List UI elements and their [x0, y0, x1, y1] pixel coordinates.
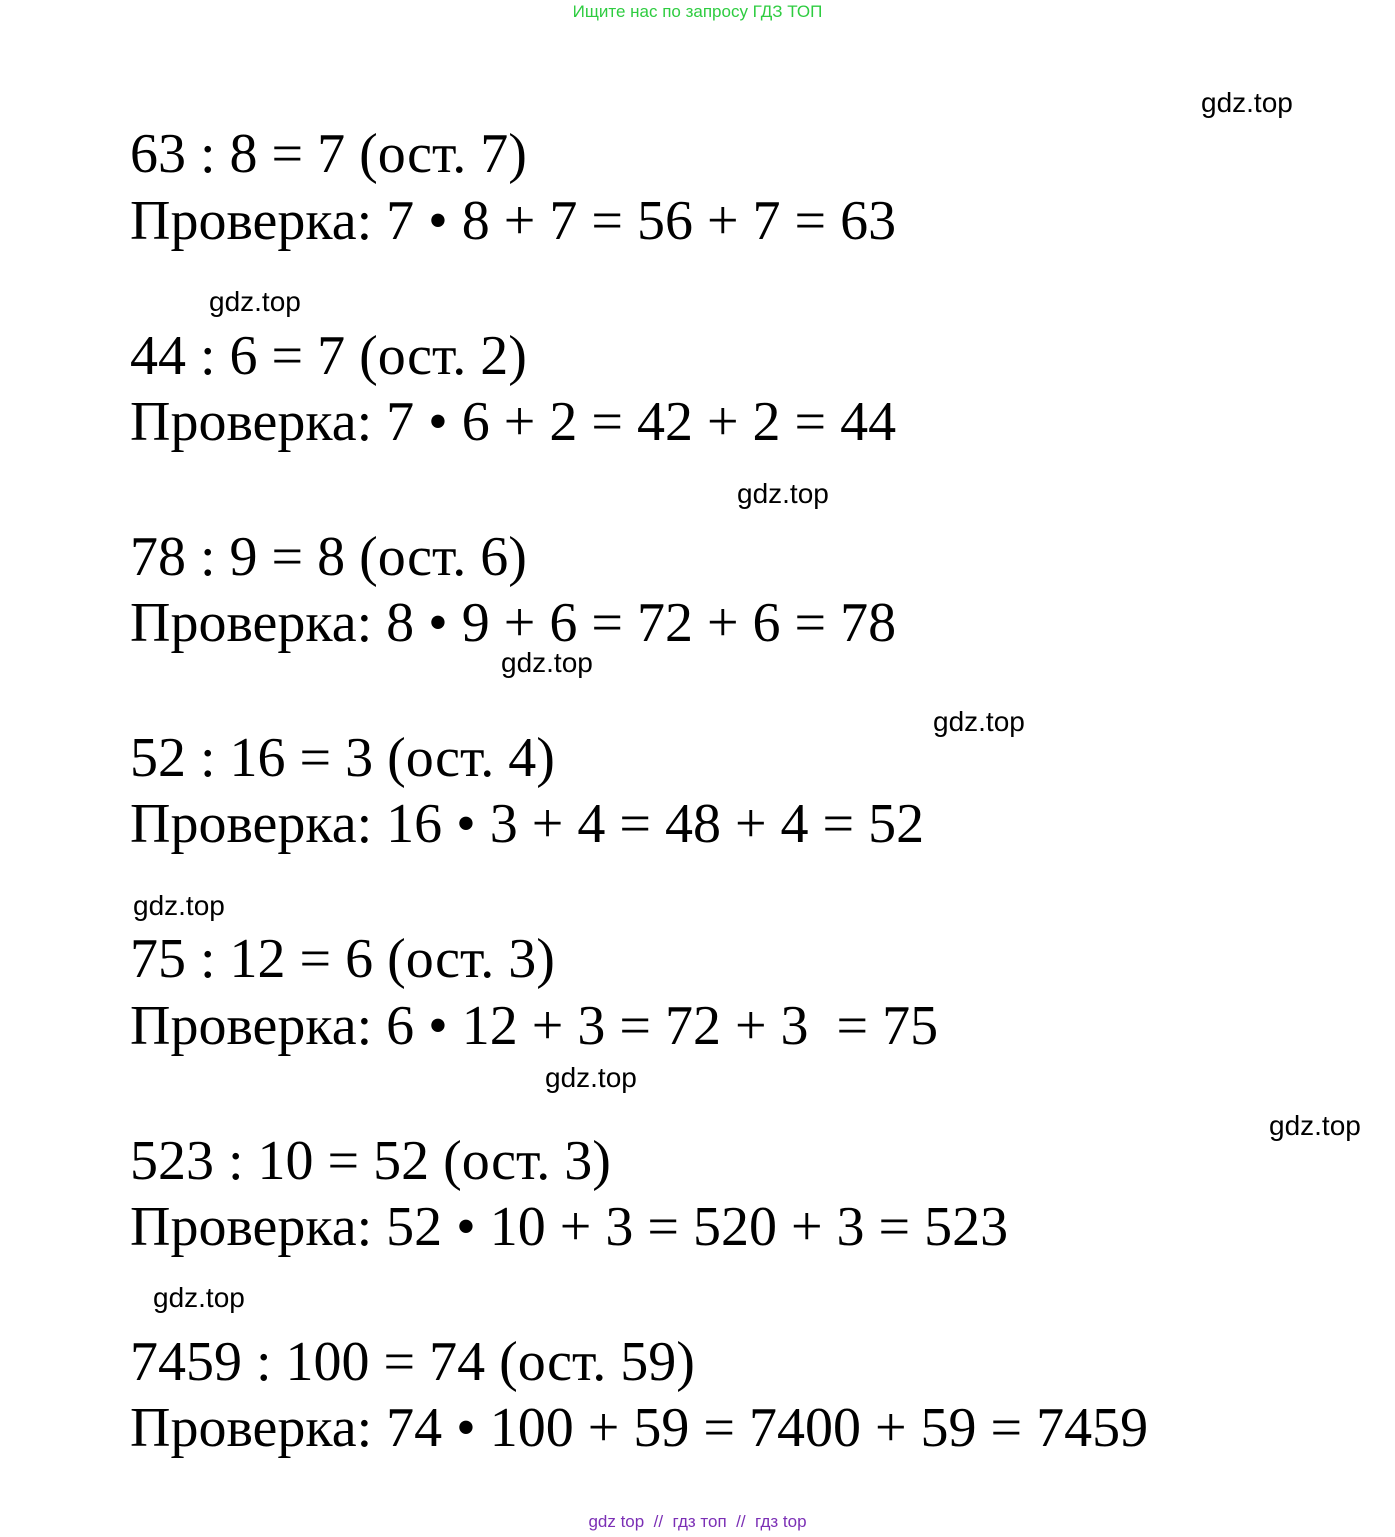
equation-5: 75 : 12 = 6 (ост. 3) [130, 928, 555, 990]
footer-text: gdz top // гдз топ // гдз top [588, 1512, 807, 1531]
watermark: gdz.top [501, 647, 593, 678]
equation-6: 523 : 10 = 52 (ост. 3) [130, 1130, 611, 1192]
watermark: gdz.top [1201, 87, 1293, 118]
watermark: gdz.top [1269, 1110, 1361, 1141]
watermark: gdz.top [153, 1282, 245, 1313]
equation-4: 52 : 16 = 3 (ост. 4) [130, 727, 555, 789]
top-banner: Ищите нас по запросу ГДЗ ТОП [572, 2, 823, 21]
check-3: Проверка: 8 • 9 + 6 = 72 + 6 = 78 [130, 592, 897, 654]
check-5: Проверка: 6 • 12 + 3 = 72 + 3 = 75 [130, 995, 939, 1057]
watermark: gdz.top [737, 478, 829, 509]
check-2: Проверка: 7 • 6 + 2 = 42 + 2 = 44 [130, 391, 897, 453]
watermark: gdz.top [545, 1062, 637, 1093]
check-6: Проверка: 52 • 10 + 3 = 520 + 3 = 523 [130, 1196, 1009, 1258]
watermark: gdz.top [209, 286, 301, 317]
watermark: gdz.top [933, 706, 1025, 737]
check-4: Проверка: 16 • 3 + 4 = 48 + 4 = 52 [130, 793, 925, 855]
equation-2: 44 : 6 = 7 (ост. 2) [130, 325, 527, 387]
equation-3: 78 : 9 = 8 (ост. 6) [130, 526, 527, 588]
watermark: gdz.top [133, 890, 225, 921]
check-1: Проверка: 7 • 8 + 7 = 56 + 7 = 63 [130, 190, 897, 252]
equation-7: 7459 : 100 = 74 (ост. 59) [130, 1331, 695, 1393]
equation-1: 63 : 8 = 7 (ост. 7) [130, 123, 527, 185]
check-7: Проверка: 74 • 100 + 59 = 7400 + 59 = 7459 [130, 1397, 1149, 1459]
